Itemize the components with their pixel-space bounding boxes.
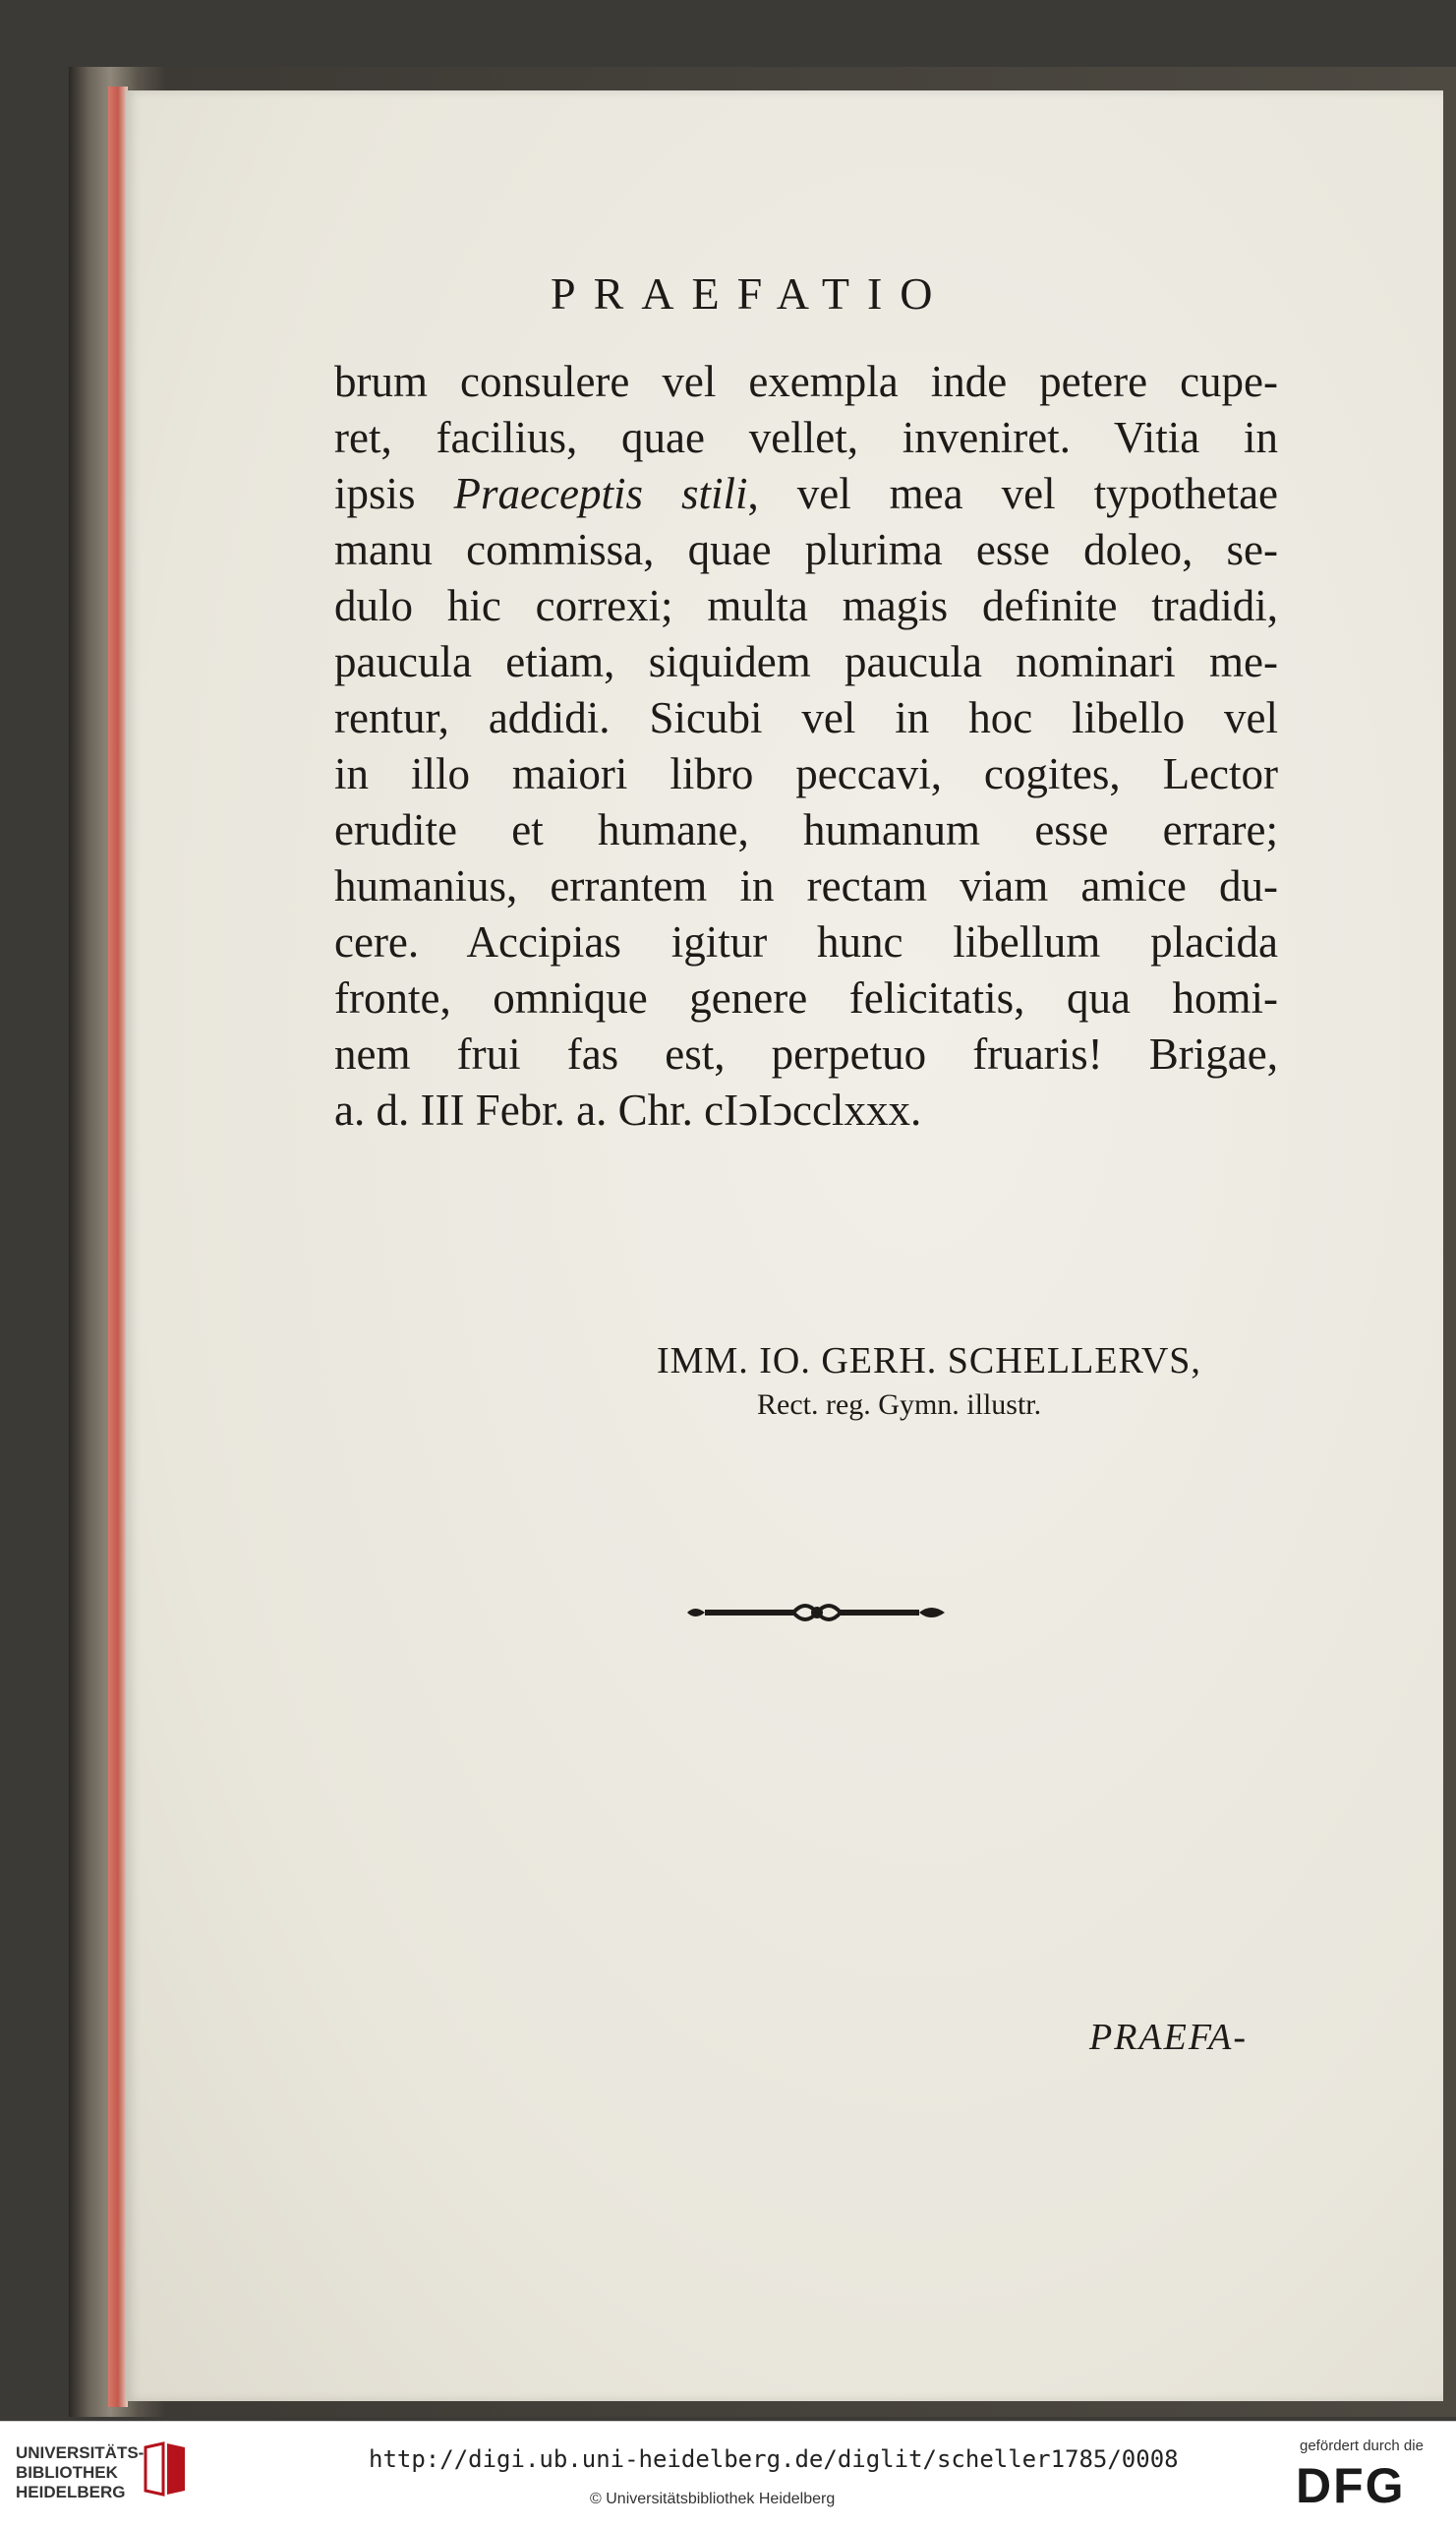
text-line: brum consulere vel exempla inde petere cupe- xyxy=(334,357,1278,406)
text-line: in illo maiori libro peccavi, cogites, Lector xyxy=(334,749,1278,798)
funding-label: gefördert durch die xyxy=(1300,2438,1424,2454)
text-line-with-italic xyxy=(334,466,1278,522)
italic-phrase: Praeceptis stili xyxy=(453,469,748,518)
body-text xyxy=(334,354,1278,1139)
logo-text-line: BIBLIOTHEK xyxy=(16,2463,118,2482)
text-line-date: a. d. III Febr. a. Chr. cIↄIↄcclxxx. xyxy=(334,1086,922,1135)
text-line: erudite et humane, humanum esse errare; xyxy=(334,805,1278,854)
text-line: dulo hic correxi; multa magis definite tradidi, xyxy=(334,581,1278,630)
logo-text-line: UNIVERSITÄTS- xyxy=(16,2443,145,2462)
text-line: fronte, omnique genere felicitatis, qua homi- xyxy=(334,973,1278,1023)
footer-bar xyxy=(0,2421,1456,2527)
catchword: PRAEFA- xyxy=(1089,2017,1249,2058)
library-emblem-icon xyxy=(136,2439,195,2498)
copyright-notice: © Universitätsbibliothek Heidelberg xyxy=(590,2491,836,2507)
running-head: PRAEFATIO xyxy=(551,268,951,319)
dfg-logo[interactable]: DFG xyxy=(1296,2458,1406,2513)
text-line: manu commissa, quae plurima esse doleo, se- xyxy=(334,525,1278,574)
signature-name: IMM. IO. GERH. SCHELLERVS, xyxy=(657,1340,1201,1381)
text-line: cere. Accipias igitur hunc libellum placida xyxy=(334,917,1278,967)
text-line-part: ipsis xyxy=(334,469,454,518)
text-line: ret, facilius, quae vellet, inveniret. Vitia in xyxy=(334,413,1278,462)
text-line: humanius, errantem in rectam viam amice du- xyxy=(334,861,1278,911)
logo-text-line: HEIDELBERG xyxy=(16,2483,126,2501)
text-line: nem frui fas est, perpetuo fruaris! Brigae, xyxy=(334,1029,1278,1079)
ornament-divider-icon xyxy=(683,1595,949,1630)
page-red-edge xyxy=(108,87,128,2407)
signature-title: Rect. reg. Gymn. illustr. xyxy=(757,1388,1042,1421)
text-line-part: , vel mea vel typothetae xyxy=(747,469,1279,518)
text-line: paucula etiam, siquidem paucula nominari me- xyxy=(334,637,1278,686)
library-logo[interactable] xyxy=(16,2443,144,2502)
permalink-url[interactable]: http://digi.ub.uni-heidelberg.de/diglit/scheller1785/0008 xyxy=(369,2445,1179,2473)
text-line: rentur, addidi. Sicubi vel in hoc libello vel xyxy=(334,693,1278,742)
